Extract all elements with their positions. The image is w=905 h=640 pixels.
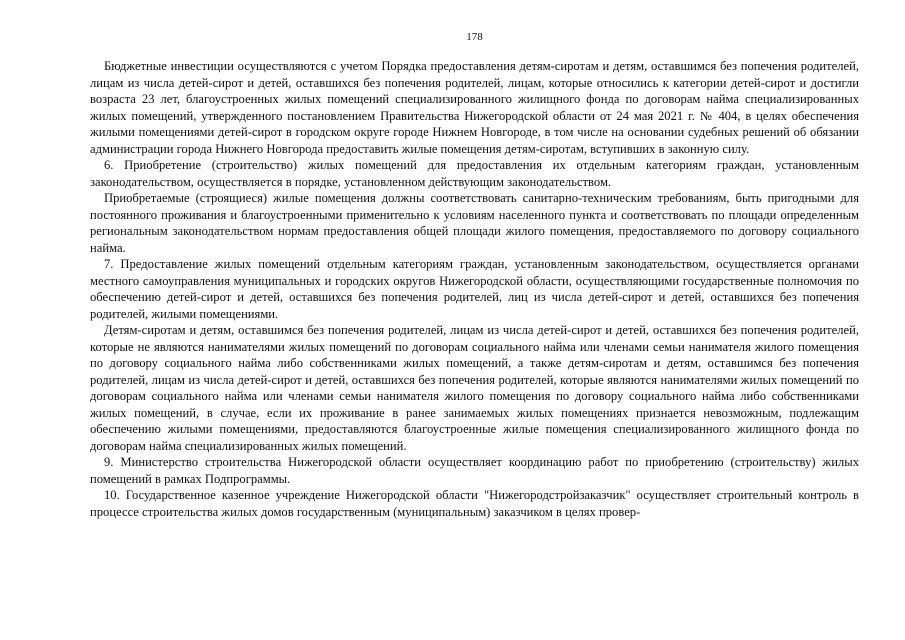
paragraph-requirements: Приобретаемые (строящиеся) жилые помещения должны соответствовать санитарно-техническим требованиям, быть пригодными для постоянного проживания и благоустроенными применительно к условиям населенного пункта и соответствовать по площади определенным региональным законодательством нормам предоставления общей площади жилого помещения, предоставляемого по договору социального найма. [90,191,859,255]
paragraph-item-9: 9. Министерство строительства Нижегородской области осуществляет координацию работ по приобретению (строительству) жилых помещений в рамках Подпрограммы. [90,455,859,486]
paragraph-item-10: 10. Государственное казенное учреждение Нижегородской области "Нижегородстройзаказчик" осуществляет строительный контроль в процессе строительства жилых домов государственным (муниципальным) заказчиком в целях провер- [90,488,859,519]
paragraph-budget-investments: Бюджетные инвестиции осуществляются с учетом Порядка предоставления детям-сиротам и детям, оставшимся без попечения родителей, лицам из числа детей-сирот и детей, оставшихся без попечения родителей, лицам, которые относились к категории детей-сирот и достигли возраста 23 лет, благоустроенных жилых помещений специализированного жилищного фонда по договорам найма специализированных жилых помещений, утвержденного постановлением Правительства Нижегородской области от 24 мая 2021 г. № 404, в целях обеспечения жилыми помещениями детей-сирот в городском округе городе Нижнем Новгороде, в том числе на основании судебных решений об обязании администрации города Нижнего Новгорода предоставить жилые помещения детям-сиротам, вступивших в законную силу. [90,59,859,156]
paragraph-item-7: 7. Предоставление жилых помещений отдельным категориям граждан, установленным законодательством, осуществляется органами местного самоуправления муниципальных и городских округов Нижегородской области, осуществляющими государственные полномочия по обеспечению детей-сирот и детей, оставшихся без попечения родителей, лиц из числа детей-сирот и детей, оставшихся без попечения родителей, жилыми помещениями. [90,257,859,321]
paragraph-orphans-housing: Детям-сиротам и детям, оставшимся без попечения родителей, лицам из числа детей-сирот и детей, оставшихся без попечения родителей, которые не являются нанимателями жилых помещений по договорам социального найма или членами семьи нанимателя жилого помещения по договору социального найма либо собственниками жилых помещений, а также детям-сиротам и детям, оставшимся без попечения родителей, лицам из числа детей-сирот и детей, оставшихся без попечения родителей, которые являются нанимателями жилых помещений по договорам социального найма или членами семьи нанимателя жилого помещения по договору социального найма либо собственниками жилых помещений, в случае, если их проживание в ранее занимаемых жилых помещениях признается невозможным, подлежащим обеспечению жилыми помещениями, предоставляются благоустроенные жилые помещения специализированного жилищного фонда по договорам найма специализированных жилых помещений. [90,323,859,453]
page-number: 178 [466,31,483,43]
paragraph-item-6: 6. Приобретение (строительство) жилых помещений для предоставления их отдельным категориям граждан, установленным законодательством, осуществляется в порядке, установленном действующим законодательством. [90,158,859,189]
document-page [90,30,859,520]
